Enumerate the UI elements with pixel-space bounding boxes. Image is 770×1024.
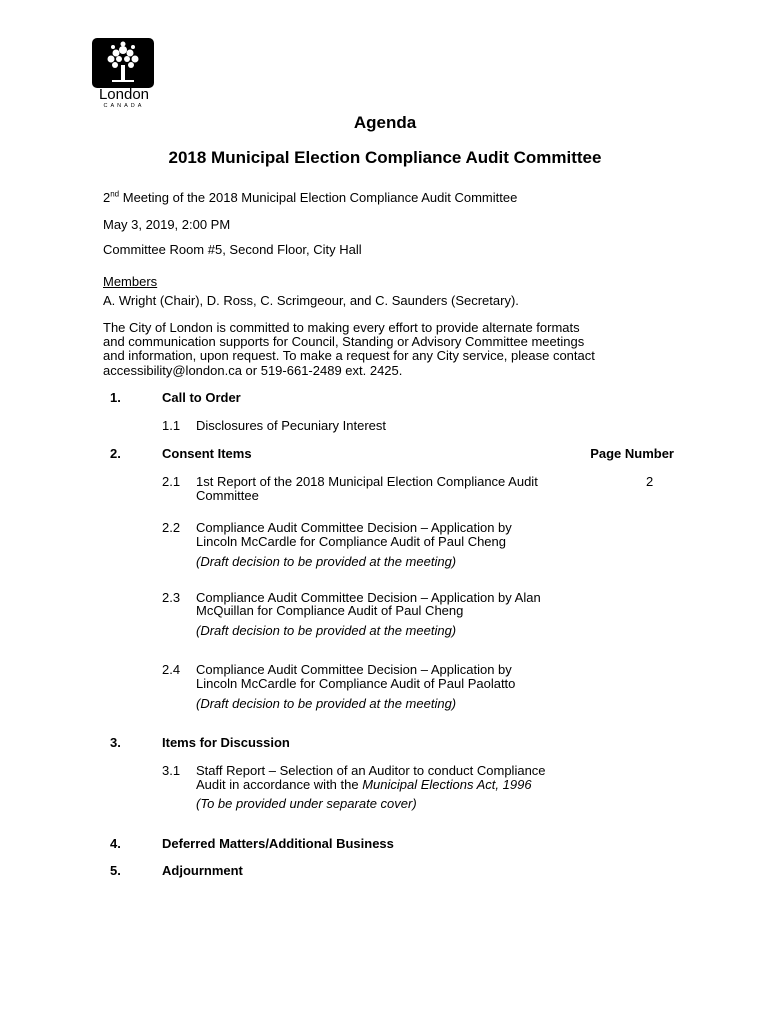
section-title-call-to-order: Call to Order xyxy=(162,390,241,405)
item-number: 2.4 xyxy=(162,662,181,677)
section-number: 4. xyxy=(110,836,121,851)
item-3-1-line2: Audit in accordance with the Municipal Elections Act, 1996 xyxy=(196,777,532,792)
item-number: 3.1 xyxy=(162,763,181,778)
members-list: A. Wright (Chair), D. Ross, C. Scrimgeour, and C. Saunders (Secretary). xyxy=(103,293,519,308)
meeting-date: May 3, 2019, 2:00 PM xyxy=(103,217,231,232)
accessibility-statement xyxy=(103,321,683,378)
tree-icon xyxy=(92,38,154,88)
item-2-2-line1: Compliance Audit Committee Decision – Application by xyxy=(196,520,512,535)
item-number: 1.1 xyxy=(162,418,181,433)
section-number: 1. xyxy=(110,390,121,405)
item-number: 2.3 xyxy=(162,590,181,605)
item-2-2-note: (Draft decision to be provided at the meeting) xyxy=(196,554,457,569)
page-title: Agenda xyxy=(353,113,417,132)
item-2-1-line2: Committee xyxy=(196,488,259,503)
section-title-adjournment: Adjournment xyxy=(162,863,243,878)
item-2-3-line2: McQuillan for Compliance Audit of Paul Cheng xyxy=(196,603,464,618)
act-name: Municipal Elections Act, 1996 xyxy=(362,777,532,792)
item-2-4-note: (Draft decision to be provided at the meeting) xyxy=(196,696,457,711)
logo-subtitle: CANADA xyxy=(103,103,145,109)
item-3-1-line1: Staff Report – Selection of an Auditor to conduct Compliance xyxy=(196,763,546,778)
item-2-4-line1: Compliance Audit Committee Decision – Application by xyxy=(196,662,512,677)
accessibility-line: and communication supports for Council, Standing or Advisory Committee meetings xyxy=(103,334,585,350)
committee-title: 2018 Municipal Election Compliance Audit Committee xyxy=(168,148,602,167)
logo-word: London xyxy=(98,86,150,103)
section-title-deferred-matters: Deferred Matters/Additional Business xyxy=(162,836,394,851)
item-number: 2.1 xyxy=(162,474,181,489)
section-number: 3. xyxy=(110,735,121,750)
item-2-2-line2: Lincoln McCardle for Compliance Audit of Paul Cheng xyxy=(196,534,507,549)
page-number-header: Page Number xyxy=(590,446,674,461)
section-title-items-for-discussion: Items for Discussion xyxy=(162,735,290,750)
item-2-4-line2: Lincoln McCardle for Compliance Audit of Paul Paolatto xyxy=(196,676,516,691)
item-2-1-page: 2 xyxy=(646,474,654,489)
item-2-3-note: (Draft decision to be provided at the meeting) xyxy=(196,623,457,638)
item-2-3-line1: Compliance Audit Committee Decision – Application by Alan xyxy=(196,590,541,605)
section-number: 5. xyxy=(110,863,121,878)
section-number: 2. xyxy=(110,446,121,461)
london-logo xyxy=(92,38,154,88)
meeting-line: 2nd Meeting of the 2018 Municipal Election Compliance Audit Committee xyxy=(103,189,518,205)
accessibility-line: The City of London is committed to making every effort to provide alternate formats xyxy=(103,320,580,335)
item-number: 2.2 xyxy=(162,520,181,535)
item-disclosures: Disclosures of Pecuniary Interest xyxy=(196,418,387,433)
item-2-1-line1: 1st Report of the 2018 Municipal Election Compliance Audit xyxy=(196,474,538,489)
section-title-consent-items: Consent Items xyxy=(162,446,252,461)
members-heading: Members xyxy=(103,274,158,289)
meeting-location: Committee Room #5, Second Floor, City Hall xyxy=(103,242,362,257)
accessibility-line: accessibility@london.ca or 519-661-2489 ext. 2425. xyxy=(103,362,403,378)
item-3-1-note: (To be provided under separate cover) xyxy=(196,796,417,811)
accessibility-line: and information, upon request. To make a request for any City service, please contact xyxy=(103,348,595,364)
